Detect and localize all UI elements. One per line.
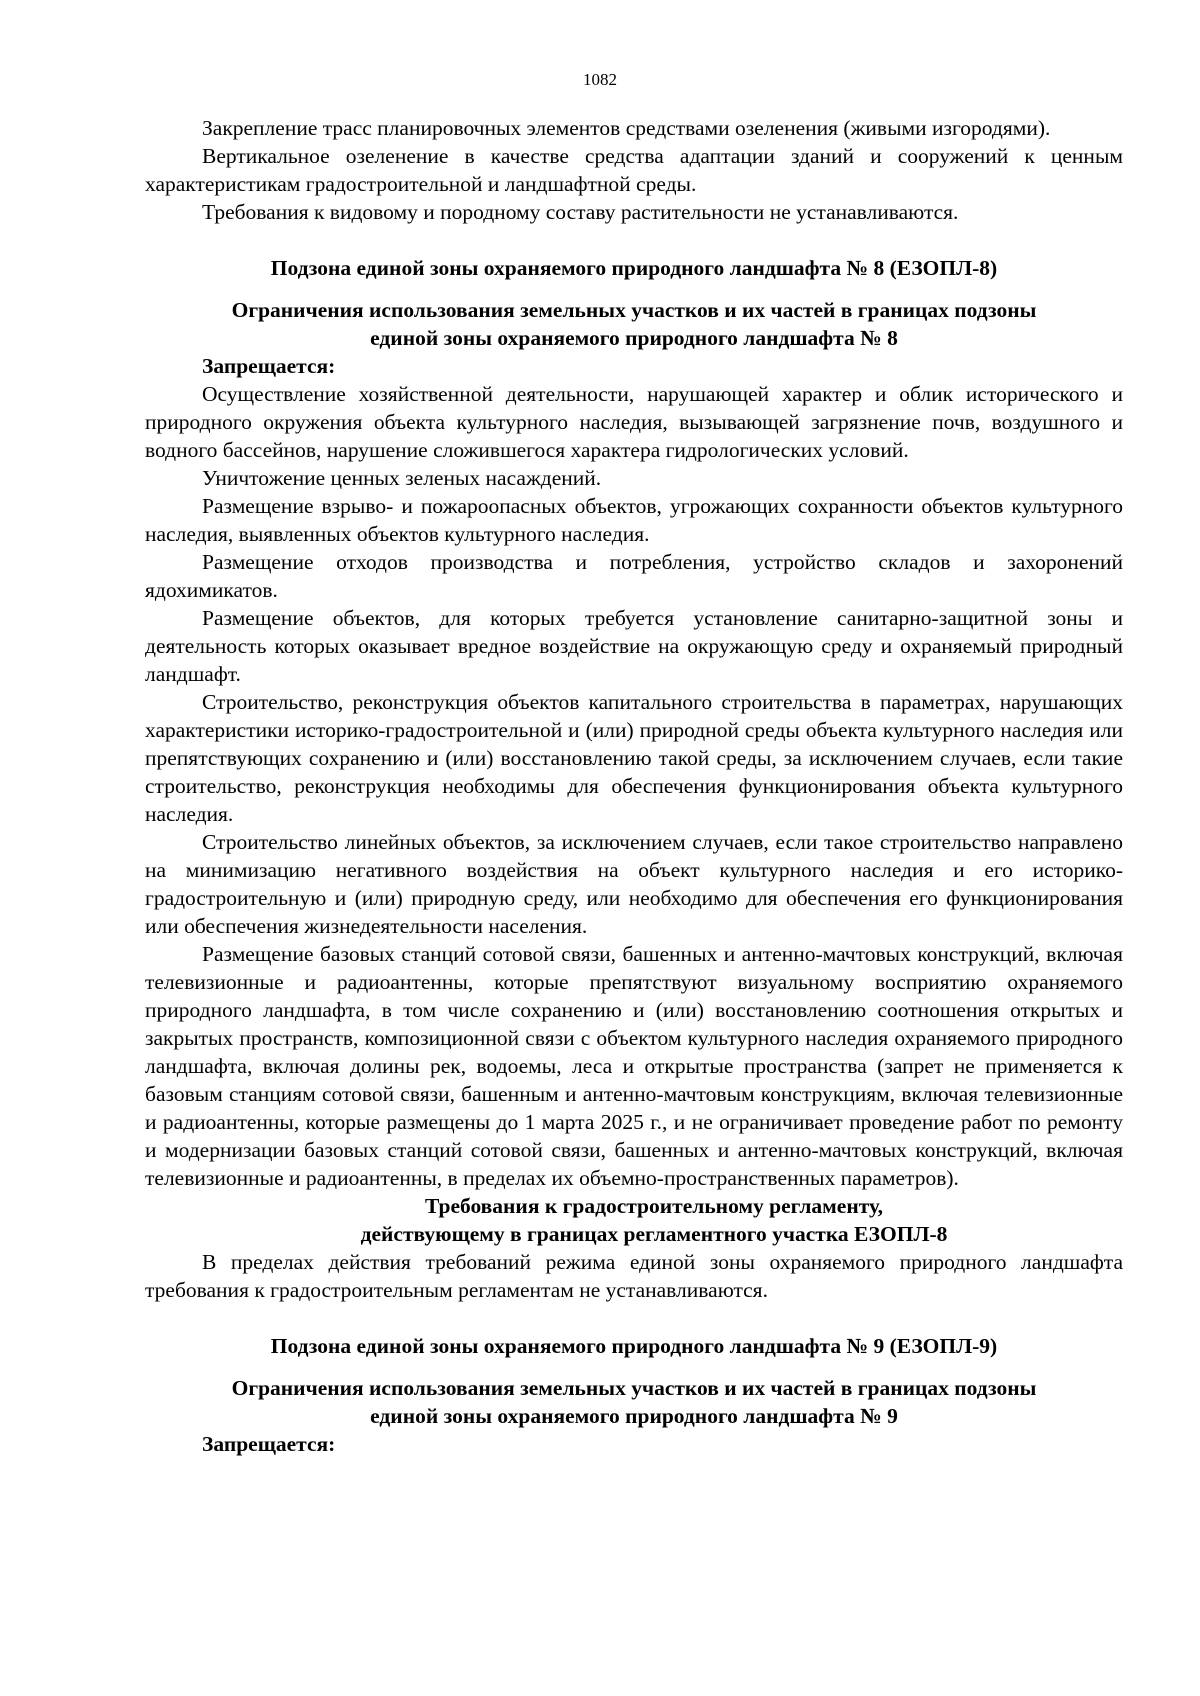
restrictions-heading-line: единой зоны охраняемого природного ландшафта № 8 (370, 326, 898, 350)
page-number: 1082 (583, 70, 617, 89)
paragraph: Вертикальное озеленение в качестве средства адаптации зданий и сооружений к ценным характеристикам градостроительной и ландшафтной среды. (145, 144, 1123, 196)
prohibited-item: Размещение базовых станций сотовой связи, башенных и антенно-мачтовых конструкций, включая телевизионные и радиоантенны, которые препятствуют визуальному восприятию охраняемого природного ландшафта, в том числе сохранению и (или) восстановлению соотношения открытых и закрытых пространств, композиционной связи с объектом культурного наследия охраняемого природного ландшафта, включая долины рек, водоемы, леса и открытые пространства (запрет не применяется к базовым станциям сотовой связи, башенным и антенно-мачтовым конструкциям, включая телевизионные и радиоантенны, которые размещены до 1 марта 2025 г., и не ограничивает проведение работ по ремонту и модернизации базовых станций сотовой связи, башенных и антенно-мачтовых конструкций, включая телевизионные и радиоантенны, в пределах их объемно-пространственных параметров). (145, 942, 1123, 1190)
section-8-title: Подзона единой зоны охраняемого природного ландшафта № 8 (ЕЗОПЛ-8) (270, 256, 998, 280)
prohibited-item: Размещение отходов производства и потребления, устройство складов и захоронений ядохимикатов. (145, 550, 1123, 602)
restrictions-heading-line: Ограничения использования земельных участков и их частей в границах подзоны (231, 1376, 1037, 1400)
paragraph: Требования к видовому и породному составу растительности не устанавливаются. (202, 200, 959, 224)
regulation-text: В пределах действия требований режима единой зоны охраняемого природного ландшафта требования к градостроительным регламентам не устанавливаются. (145, 1250, 1123, 1302)
section-9-restrictions-heading (145, 1374, 1123, 1430)
document-body (145, 114, 1123, 1458)
prohibited-item: Осуществление хозяйственной деятельности, нарушающей характер и облик исторического и природного окружения объекта культурного наследия, вызывающей загрязнение почв, воздушного и водного бассейнов, нарушение сложившегося характера гидрологических условий. (145, 382, 1123, 462)
regulation-heading (145, 1192, 1123, 1248)
restrictions-heading-line: единой зоны охраняемого природного ландшафта № 9 (370, 1404, 898, 1428)
prohibited-label: Запрещается: (202, 1432, 336, 1456)
section-9-title: Подзона единой зоны охраняемого природного ландшафта № 9 (ЕЗОПЛ-9) (270, 1334, 998, 1358)
prohibited-item: Уничтожение ценных зеленых насаждений. (202, 466, 602, 490)
prohibited-item: Размещение объектов, для которых требуется установление санитарно-защитной зоны и деятельность которых оказывает вредное воздействие на окружающую среду и охраняемый природный ландшафт. (145, 606, 1123, 686)
restrictions-heading-line: Ограничения использования земельных участков и их частей в границах подзоны (231, 298, 1037, 322)
prohibited-item: Строительство линейных объектов, за исключением случаев, если такое строительство направлено на минимизацию негативного воздействия на объект культурного наследия и его историко-градостроительную и (или) природную среду, или необходимо для обеспечения его функционирования или обеспечения жизнедеятельности населения. (145, 830, 1123, 938)
prohibited-label: Запрещается: (202, 354, 336, 378)
paragraph: Закрепление трасс планировочных элементов средствами озеленения (живыми изгородями). (202, 116, 1051, 140)
prohibited-item: Строительство, реконструкция объектов капитального строительства в параметрах, нарушающих характеристики историко-градостроительной и (или) природной среды объекта культурного наследия или препятствующих сохранению и (или) восстановлению такой среды, за исключением случаев, если такие строительство, реконструкция необходимы для обеспечения функционирования объекта культурного наследия. (145, 690, 1123, 826)
prohibited-item: Размещение взрыво- и пожароопасных объектов, угрожающих сохранности объектов культурного наследия, выявленных объектов культурного наследия. (145, 494, 1123, 546)
regulation-heading-line: действующему в границах регламентного участка ЕЗОПЛ-8 (360, 1222, 948, 1246)
regulation-heading-line: Требования к градостроительному регламенту, (424, 1194, 883, 1218)
section-8-restrictions-heading (145, 296, 1123, 352)
